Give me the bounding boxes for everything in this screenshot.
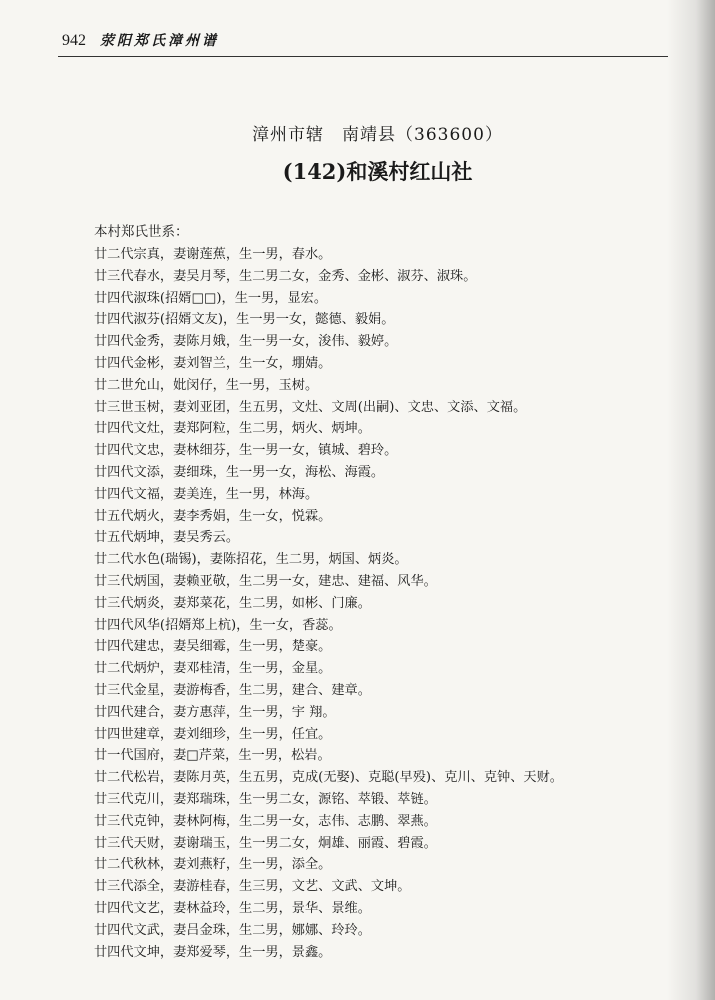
lineage-entry: 廿四代金秀，妻陈月娥，生一男一女，浚伟、毅婷。 [94, 334, 398, 350]
lineage-entry: 廿四代风华(招婿郑上杭)，生一女，香蕊。 [94, 617, 342, 633]
lineage-entry: 廿三代炳炎，妻郑菜花，生二男，如彬、门廉。 [94, 595, 371, 611]
lineage-entry: 廿四代文艺，妻林益玲，生二男，景华、景维。 [94, 900, 371, 916]
lineage-entry: 廿四代金彬，妻刘智兰，生一女，堋婧。 [94, 355, 332, 371]
lineage-entry: 廿三代克钟，妻林阿梅，生二男一女，志伟、志鹏、翠燕。 [94, 813, 437, 829]
lineage-entry: 廿三代克川，妻郑瑞珠，生一男二女，源铭、萃锻、萃链。 [94, 791, 437, 807]
lineage-entry: 廿三世玉树，妻刘亚团，生五男，文灶、文周(出嗣)、文忠、文添、文福。 [94, 399, 527, 415]
intro-text: 本村郑氏世系： [94, 224, 189, 240]
scan-edge-shadow [667, 0, 715, 1000]
lineage-entry: 廿三代添全，妻游桂春，生三男，文艺、文武、文坤。 [94, 879, 411, 895]
section-location [0, 120, 715, 145]
running-header [62, 30, 262, 54]
lineage-entry: 廿四代建忠，妻吴细霉，生一男，楚豪。 [94, 639, 332, 655]
lineage-entry: 廿五代炳火，妻李秀娟，生一女，悦霖。 [94, 508, 332, 524]
lineage-entry: 廿四代文灶，妻郑阿粒，生二男，炳火、炳坤。 [94, 421, 371, 437]
section-title: (142)和溪村红山社 [282, 159, 473, 184]
lineage-entry: 廿二代水色(瑞锡)，妻陈招花，生二男，炳国、炳炎。 [94, 552, 408, 568]
lineage-entry: 廿二代宗真，妻谢莲蕉，生一男，春水。 [94, 247, 332, 262]
lineage-entry: 廿四代建合，妻方惠萍，生一男，宇 翔。 [94, 704, 336, 720]
header-divider [58, 56, 668, 57]
lineage-entry: 廿三代春水，妻吴月琴，生二男二女，金秀、金彬、淑芬、淑珠。 [94, 268, 477, 284]
lineage-entry: 廿二世允山，妣闵仔，生一男，玉树。 [94, 377, 319, 393]
book-title: 荥阳郑氏漳州谱 [100, 33, 219, 49]
lineage-entry: 廿二代炳炉，妻邓桂清，生一男，金星。 [94, 661, 332, 677]
lineage-entry: 廿三代金星，妻游梅香，生二男，建合、建章。 [94, 682, 371, 698]
lineage-entry: 廿二代松岩，妻陈月英，生五男，克成(无娶)、克聪(早殁)、克川、克钟、天财。 [94, 770, 563, 786]
lineage-entry: 廿一代国府，妻□芹菜，生一男，松岩。 [94, 748, 331, 764]
lineage-entry: 廿四代文武，妻吕金珠，生二男，娜娜、玲玲。 [94, 922, 371, 938]
lineage-entry: 廿三代天财，妻谢瑞玉，生一男二女，炯雄、丽霞、碧霞。 [94, 835, 437, 851]
lineage-entry: 廿二代秋林，妻刘燕籽，生一男，添全。 [94, 857, 332, 873]
lineage-entry: 廿四代文忠，妻林细芬，生一男一女，镇城、碧玲。 [94, 443, 398, 459]
lineage-entry: 廿四代文福，妻美连，生一男，林海。 [94, 486, 319, 502]
lineage-entry: 廿四代淑珠(招婿□□)，生一男，显宏。 [94, 290, 328, 306]
lineage-entry: 廿四代文添，妻细珠，生一男一女，海松、海霞。 [94, 464, 385, 480]
lineage-entry: 廿四代文坤，妻郑爱琴，生一男，景鑫。 [94, 944, 332, 960]
lineage-entry: 廿五代炳坤，妻吴秀云。 [94, 530, 240, 546]
page-number: 942 [62, 32, 86, 49]
region-label: 漳州市辖 [252, 125, 325, 145]
lineage-list [94, 244, 614, 963]
lineage-entry: 廿四代淑芬(招婿文友)，生一男一女，懿德、毅娟。 [94, 312, 395, 328]
lineage-entry: 廿三代炳国，妻赖亚敬，生二男一女，建忠、建福、风华。 [94, 573, 437, 589]
county-label: 南靖县（363600） [342, 125, 503, 145]
lineage-entry: 廿四世建章，妻刘细珍，生一男，任宜。 [94, 726, 332, 742]
